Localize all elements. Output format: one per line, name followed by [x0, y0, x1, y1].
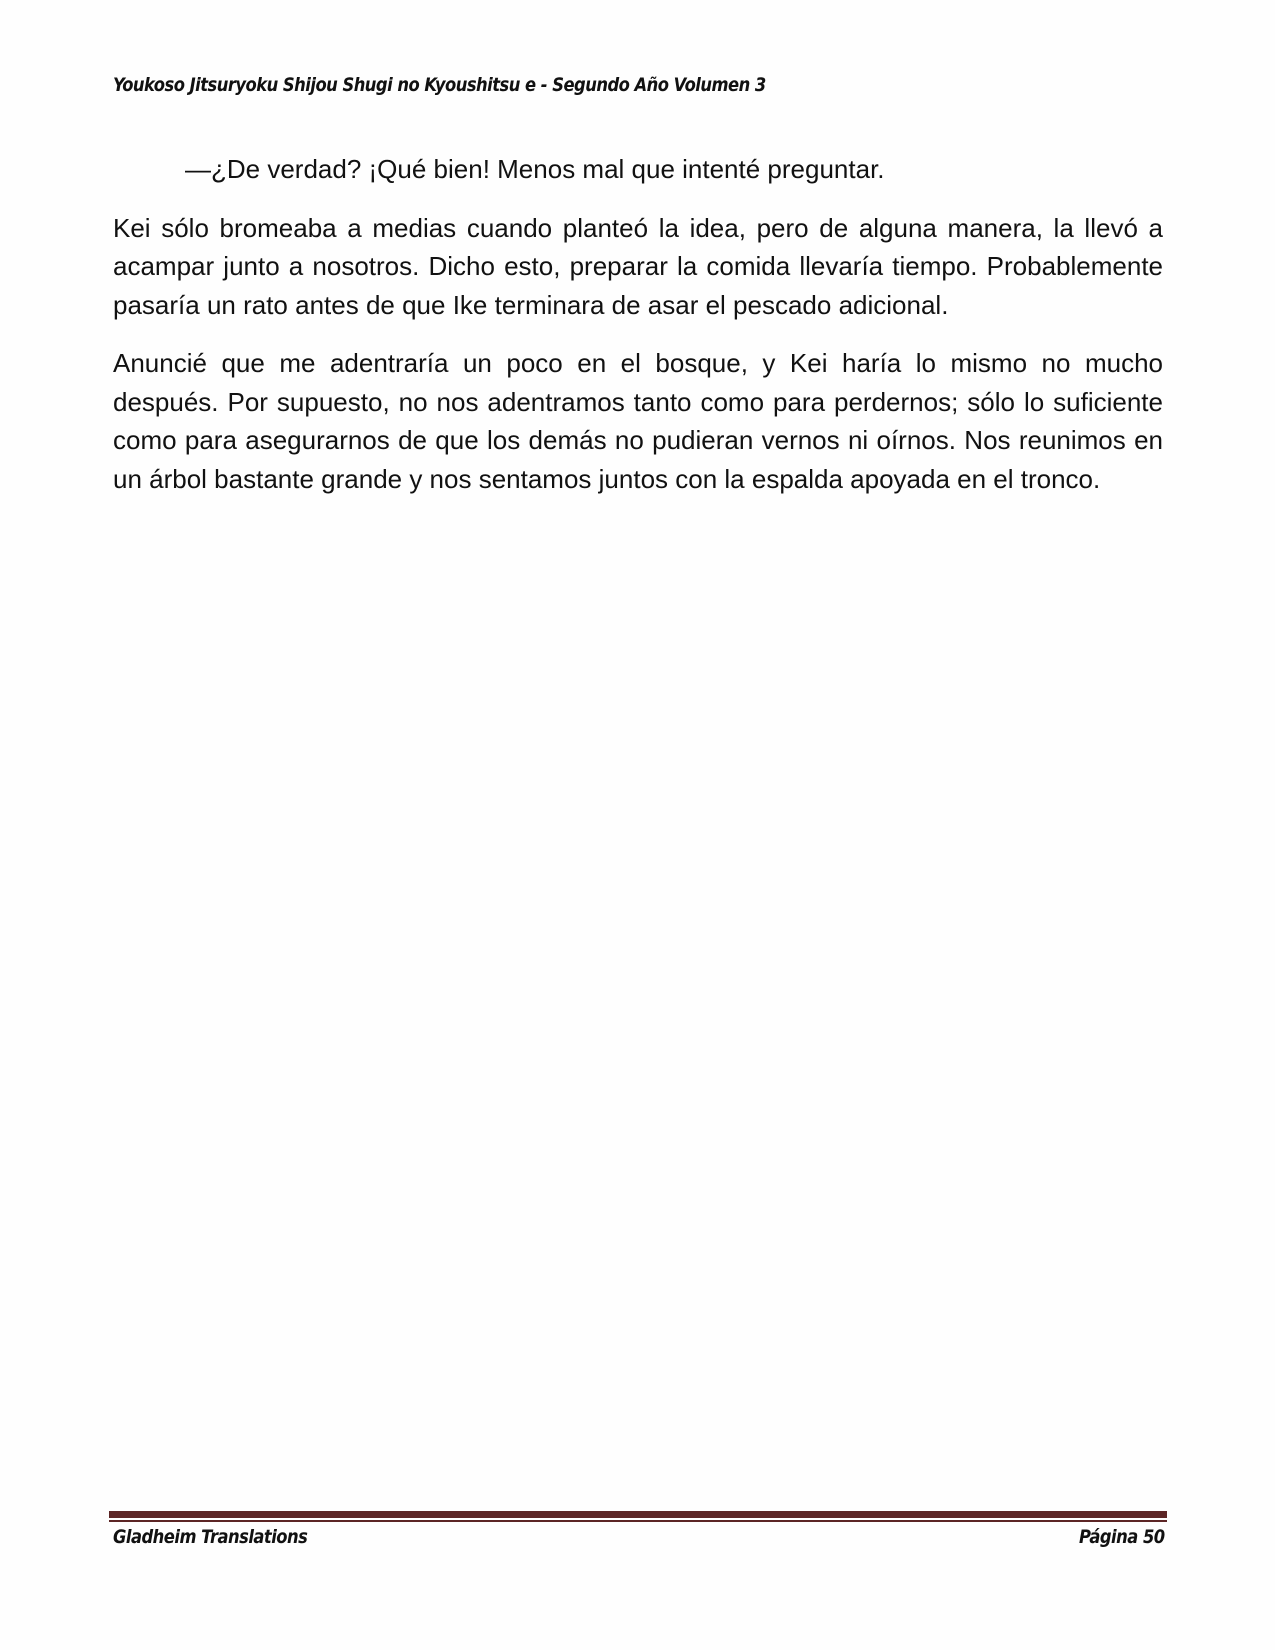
dialogue-paragraph: —¿De verdad? ¡Qué bien! Menos mal que intenté preguntar.	[185, 154, 885, 184]
page-number: Página 50	[1079, 1526, 1165, 1548]
footer-divider-thin	[109, 1520, 1167, 1522]
footer-publisher: Gladheim Translations	[113, 1526, 308, 1548]
footer-divider	[109, 1511, 1167, 1518]
running-header: Youkoso Jitsuryoku Shijou Shugi no Kyoushitsu e - Segundo Año Volumen 3	[113, 74, 766, 96]
body-paragraph: Anuncié que me adentraría un poco en el bosque, y Kei haría lo mismo no mucho después. Por supuesto, no nos adentramos tanto como para perdernos; sólo lo suficiente como para asegurarnos de que los demás no pudieran vernos ni oírnos. Nos reunimos en un árbol bastante grande y nos sentamos juntos con la espalda apoyada en el tronco.	[113, 348, 1163, 494]
page-body	[113, 150, 1163, 518]
body-paragraph: Kei sólo bromeaba a medias cuando planteó la idea, pero de alguna manera, la llevó a acampar junto a nosotros. Dicho esto, preparar la comida llevaría tiempo. Probablemente pasaría un rato antes de que Ike terminara de asar el pescado adicional.	[113, 212, 1163, 320]
